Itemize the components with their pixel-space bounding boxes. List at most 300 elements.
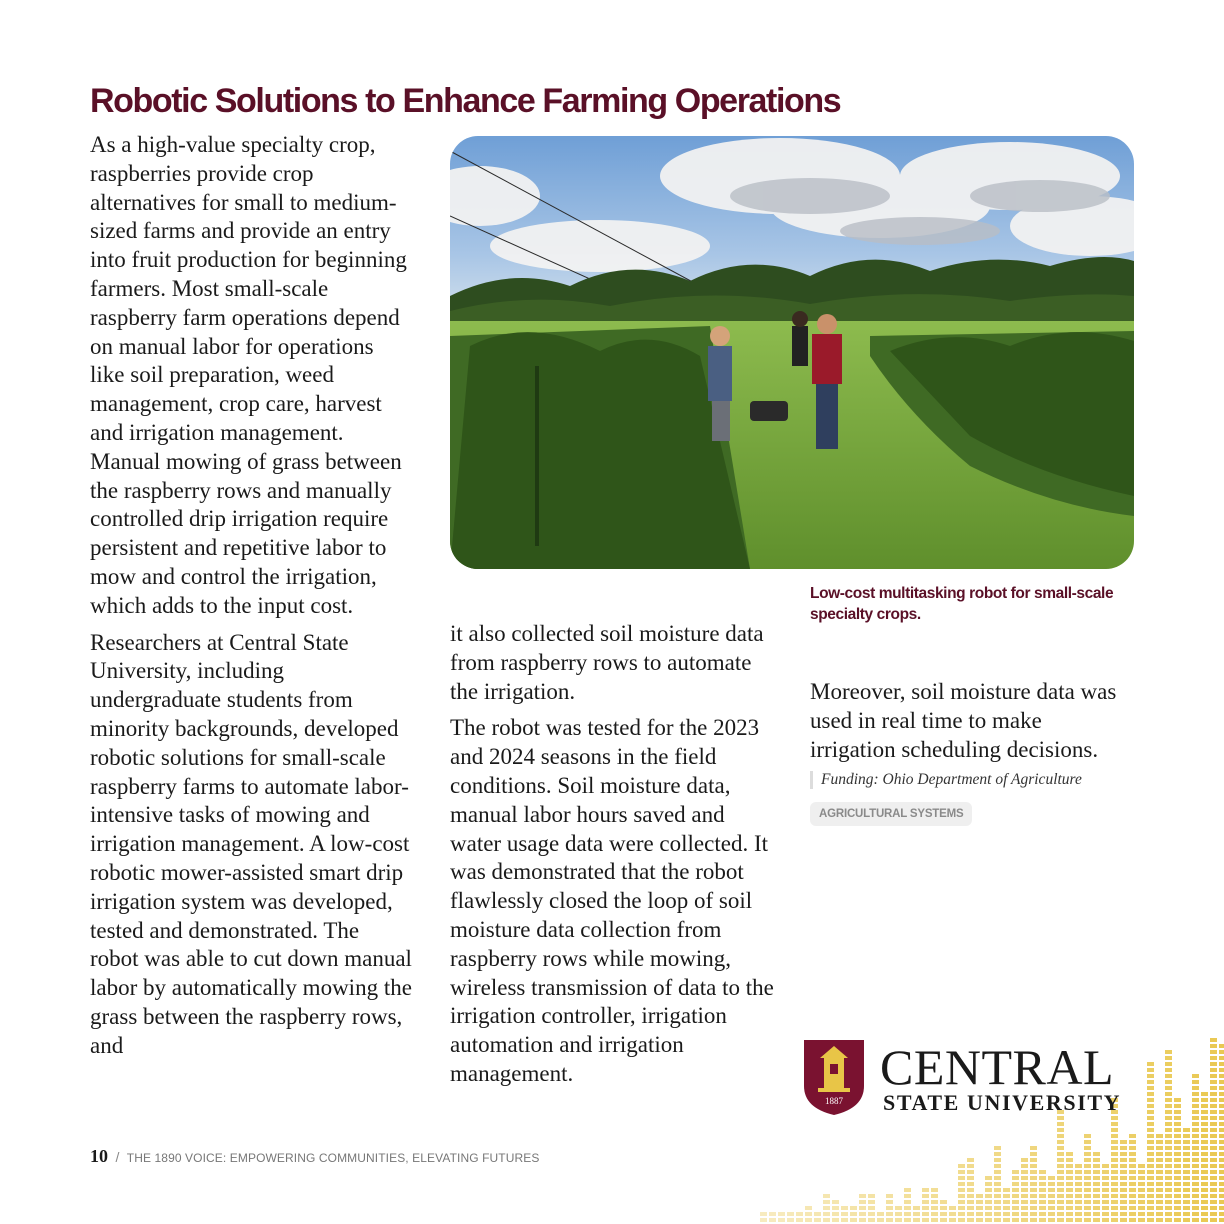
gold-bar-cell bbox=[1129, 1176, 1136, 1180]
gold-bar-cell bbox=[922, 1206, 929, 1210]
gold-bar-cell bbox=[1147, 1188, 1154, 1192]
university-shield-icon bbox=[802, 1038, 866, 1116]
gold-bar-cell bbox=[1165, 1122, 1172, 1126]
gold-bar-cell bbox=[1030, 1206, 1037, 1210]
gold-bar-cell bbox=[1210, 1062, 1217, 1066]
gold-bar-cell bbox=[1138, 1176, 1145, 1180]
gold-bar-cell bbox=[1201, 1206, 1208, 1210]
gold-bar-cell bbox=[877, 1212, 884, 1216]
gold-bar-cell bbox=[1129, 1134, 1136, 1138]
gold-bar-cell bbox=[1057, 1128, 1064, 1132]
gold-bar-cell bbox=[877, 1218, 884, 1222]
gold-bar-cell bbox=[1219, 1050, 1224, 1054]
gold-bar-cell bbox=[1201, 1158, 1208, 1162]
gold-bar-cell bbox=[1084, 1170, 1091, 1174]
gold-bar-cell bbox=[832, 1218, 839, 1222]
gold-bar-cell bbox=[994, 1176, 1001, 1180]
gold-bar-cell bbox=[1165, 1152, 1172, 1156]
gold-bar-cell bbox=[1156, 1212, 1163, 1216]
gold-bar-cell bbox=[832, 1206, 839, 1210]
gold-bar-cell bbox=[1030, 1200, 1037, 1204]
gold-bar-cell bbox=[1021, 1206, 1028, 1210]
gold-bar-cell bbox=[1030, 1212, 1037, 1216]
gold-bar-cell bbox=[1084, 1134, 1091, 1138]
gold-bar-cell bbox=[1219, 1158, 1224, 1162]
gold-bar-cell bbox=[922, 1188, 929, 1192]
gold-bar-cell bbox=[1102, 1212, 1109, 1216]
gold-bar-cell bbox=[1192, 1146, 1199, 1150]
gold-bar-cell bbox=[1192, 1086, 1199, 1090]
gold-bar-cell bbox=[1039, 1194, 1046, 1198]
gold-bar-cell bbox=[1129, 1212, 1136, 1216]
gold-bar-cell bbox=[1192, 1182, 1199, 1186]
gold-bar-cell bbox=[1102, 1182, 1109, 1186]
gold-bar-cell bbox=[1165, 1080, 1172, 1084]
gold-bar-cell bbox=[1111, 1194, 1118, 1198]
gold-bar-cell bbox=[1174, 1116, 1181, 1120]
gold-bar-cell bbox=[1084, 1218, 1091, 1222]
gold-bar-cell bbox=[1183, 1218, 1190, 1222]
gold-bar-cell bbox=[1165, 1182, 1172, 1186]
gold-bar-cell bbox=[1174, 1110, 1181, 1114]
gold-bar-cell bbox=[967, 1188, 974, 1192]
gold-bar-cell bbox=[1057, 1200, 1064, 1204]
gold-bar-cell bbox=[1147, 1134, 1154, 1138]
gold-bar-cell bbox=[1039, 1206, 1046, 1210]
gold-bar-cell bbox=[1201, 1146, 1208, 1150]
gold-bar-cell bbox=[1174, 1218, 1181, 1222]
gold-bar-cell bbox=[1111, 1176, 1118, 1180]
gold-bar-cell bbox=[1210, 1056, 1217, 1060]
gold-bar-cell bbox=[1174, 1134, 1181, 1138]
gold-bar-cell bbox=[1066, 1200, 1073, 1204]
gold-bar-cell bbox=[1048, 1218, 1055, 1222]
gold-bar-cell bbox=[1219, 1176, 1224, 1180]
gold-bar-cell bbox=[1075, 1176, 1082, 1180]
gold-bar-cell bbox=[1030, 1146, 1037, 1150]
gold-bar-cell bbox=[1111, 1218, 1118, 1222]
gold-bar-cell bbox=[1165, 1212, 1172, 1216]
gold-bar-cell bbox=[1030, 1176, 1037, 1180]
gold-bar-cell bbox=[1201, 1092, 1208, 1096]
gold-bar-cell bbox=[787, 1218, 794, 1222]
gold-bar-cell bbox=[940, 1212, 947, 1216]
gold-bar-cell bbox=[1174, 1104, 1181, 1108]
gold-bar-cell bbox=[1111, 1182, 1118, 1186]
gold-bar-cell bbox=[850, 1206, 857, 1210]
gold-bar-cell bbox=[1210, 1164, 1217, 1168]
gold-bar-cell bbox=[1012, 1176, 1019, 1180]
gold-bar-cell bbox=[1174, 1152, 1181, 1156]
gold-bar-cell bbox=[904, 1194, 911, 1198]
gold-bar-cell bbox=[904, 1218, 911, 1222]
gold-bar-cell bbox=[1021, 1188, 1028, 1192]
gold-bar-cell bbox=[1192, 1092, 1199, 1096]
gold-bar-cell bbox=[1030, 1158, 1037, 1162]
gold-bar-cell bbox=[1165, 1104, 1172, 1108]
gold-bar-cell bbox=[1147, 1062, 1154, 1066]
gold-bar-cell bbox=[868, 1206, 875, 1210]
gold-bar-cell bbox=[931, 1188, 938, 1192]
gold-bar-cell bbox=[796, 1218, 803, 1222]
gold-bar-cell bbox=[1183, 1140, 1190, 1144]
gold-bar-cell bbox=[1219, 1170, 1224, 1174]
field-photo bbox=[450, 136, 1134, 569]
gold-bar-cell bbox=[1066, 1170, 1073, 1174]
gold-bar-cell bbox=[1066, 1188, 1073, 1192]
gold-bar-cell bbox=[922, 1218, 929, 1222]
gold-bar-cell bbox=[1192, 1116, 1199, 1120]
gold-bar-cell bbox=[913, 1212, 920, 1216]
gold-bar-cell bbox=[1147, 1122, 1154, 1126]
gold-bar-cell bbox=[1174, 1146, 1181, 1150]
gold-bar-cell bbox=[1147, 1170, 1154, 1174]
gold-bar-cell bbox=[967, 1206, 974, 1210]
gold-bar-cell bbox=[1129, 1218, 1136, 1222]
logo-wordmark-central: CENTRAL bbox=[880, 1039, 1115, 1095]
gold-bar-cell bbox=[904, 1206, 911, 1210]
gold-bar-cell bbox=[1201, 1128, 1208, 1132]
gold-bar-cell bbox=[994, 1200, 1001, 1204]
gold-bar-cell bbox=[1156, 1146, 1163, 1150]
shield-year: 1887 bbox=[825, 1096, 843, 1106]
gold-bar-cell bbox=[1210, 1194, 1217, 1198]
gold-bar-cell bbox=[1093, 1170, 1100, 1174]
gold-bar-cell bbox=[1156, 1200, 1163, 1204]
gold-bar-cell bbox=[940, 1200, 947, 1204]
gold-bar-cell bbox=[958, 1194, 965, 1198]
gold-bar-cell bbox=[1183, 1158, 1190, 1162]
gold-bar-cell bbox=[1012, 1218, 1019, 1222]
gold-bar-cell bbox=[1048, 1176, 1055, 1180]
gold-bar-cell bbox=[1111, 1188, 1118, 1192]
gold-bar-cell bbox=[1138, 1164, 1145, 1168]
gold-bar-cell bbox=[967, 1218, 974, 1222]
gold-bar-cell bbox=[1039, 1212, 1046, 1216]
gold-bar-cell bbox=[1129, 1164, 1136, 1168]
gold-bar-cell bbox=[1057, 1212, 1064, 1216]
gold-bar-cell bbox=[1048, 1206, 1055, 1210]
gold-bar-cell bbox=[1030, 1152, 1037, 1156]
page-footer bbox=[90, 1146, 539, 1167]
gold-bar-cell bbox=[1210, 1080, 1217, 1084]
gold-bar-cell bbox=[985, 1182, 992, 1186]
gold-bar-cell bbox=[1156, 1194, 1163, 1198]
gold-bar-cell bbox=[1210, 1074, 1217, 1078]
gold-bar-cell bbox=[1102, 1170, 1109, 1174]
gold-bar-cell bbox=[805, 1212, 812, 1216]
gold-bar-cell bbox=[994, 1188, 1001, 1192]
gold-bar-cell bbox=[1012, 1206, 1019, 1210]
gold-bar-cell bbox=[1219, 1212, 1224, 1216]
gold-bar-cell bbox=[1120, 1176, 1127, 1180]
gold-bar-cell bbox=[1165, 1086, 1172, 1090]
gold-bar-cell bbox=[1021, 1182, 1028, 1186]
gold-bar-cell bbox=[1219, 1044, 1224, 1048]
gold-bar-cell bbox=[1129, 1140, 1136, 1144]
logo-wordmark-state-university: STATE UNIVERSITY bbox=[883, 1090, 1122, 1115]
gold-bar-cell bbox=[1057, 1122, 1064, 1126]
paragraph-intro: As a high-value specialty crop, raspberries provide crop alternatives for small to medium-sized farms and provide an entry into fruit production for beginning farmers. Most small-scale raspberry farm operations depend on manual labor for operations like soil preparation, weed management, crop care, harvest and irrigation management. Manual mowing of grass between the raspberry rows and manually controlled drip irrigation require persistent and repetitive labor to mow and control the irrigation, which adds to the input cost. bbox=[90, 132, 407, 618]
gold-bar-cell bbox=[1138, 1212, 1145, 1216]
gold-bar-cell bbox=[1057, 1140, 1064, 1144]
gold-bar-cell bbox=[1111, 1152, 1118, 1156]
gold-bar-cell bbox=[1165, 1176, 1172, 1180]
gold-bar-cell bbox=[1201, 1140, 1208, 1144]
gold-bar-cell bbox=[1120, 1212, 1127, 1216]
gold-bar-cell bbox=[967, 1212, 974, 1216]
gold-bar-cell bbox=[1174, 1128, 1181, 1132]
gold-bar-cell bbox=[940, 1206, 947, 1210]
gold-bar-cell bbox=[958, 1218, 965, 1222]
gold-bar-cell bbox=[958, 1176, 965, 1180]
gold-bar-cell bbox=[1219, 1164, 1224, 1168]
gold-bar-cell bbox=[1201, 1194, 1208, 1198]
gold-bar-cell bbox=[1147, 1104, 1154, 1108]
gold-bar-cell bbox=[1210, 1200, 1217, 1204]
gold-bar-cell bbox=[1201, 1164, 1208, 1168]
gold-bar-cell bbox=[1066, 1152, 1073, 1156]
gold-bar-cell bbox=[1156, 1170, 1163, 1174]
gold-bar-cell bbox=[1084, 1206, 1091, 1210]
gold-bar-cell bbox=[886, 1218, 893, 1222]
gold-bar-cell bbox=[994, 1164, 1001, 1168]
gold-bar-cell bbox=[805, 1206, 812, 1210]
gold-bar-cell bbox=[1156, 1206, 1163, 1210]
gold-bar-cell bbox=[985, 1194, 992, 1198]
gold-bar-cell bbox=[778, 1212, 785, 1216]
gold-bar-cell bbox=[1165, 1206, 1172, 1210]
gold-bar-cell bbox=[1021, 1218, 1028, 1222]
gold-bar-cell bbox=[1111, 1206, 1118, 1210]
gold-bar-cell bbox=[1147, 1146, 1154, 1150]
gold-bar-cell bbox=[841, 1212, 848, 1216]
gold-bar-cell bbox=[1201, 1098, 1208, 1102]
gold-bar-cell bbox=[1093, 1194, 1100, 1198]
gold-bar-cell bbox=[1102, 1188, 1109, 1192]
gold-bar-cell bbox=[1138, 1182, 1145, 1186]
gold-bar-cell bbox=[1210, 1140, 1217, 1144]
gold-bar-cell bbox=[1174, 1122, 1181, 1126]
gold-bar-cell bbox=[1084, 1164, 1091, 1168]
gold-bar-cell bbox=[1129, 1206, 1136, 1210]
gold-bar-cell bbox=[1183, 1182, 1190, 1186]
gold-bar-cell bbox=[1219, 1080, 1224, 1084]
gold-bar-cell bbox=[1192, 1218, 1199, 1222]
gold-bar-cell bbox=[949, 1218, 956, 1222]
gold-bar-cell bbox=[1057, 1146, 1064, 1150]
gold-bar-cell bbox=[1147, 1092, 1154, 1096]
gold-bar-cell bbox=[994, 1146, 1001, 1150]
gold-bar-cell bbox=[1012, 1212, 1019, 1216]
gold-bar-cell bbox=[976, 1200, 983, 1204]
gold-bar-cell bbox=[994, 1194, 1001, 1198]
gold-bar-cell bbox=[931, 1206, 938, 1210]
gold-bar-cell bbox=[1210, 1068, 1217, 1072]
gold-bar-cell bbox=[1129, 1152, 1136, 1156]
gold-bar-cell bbox=[1174, 1200, 1181, 1204]
gold-bar-cell bbox=[1147, 1212, 1154, 1216]
gold-bar-cell bbox=[1093, 1182, 1100, 1186]
gold-bar-cell bbox=[823, 1212, 830, 1216]
gold-bar-cell bbox=[1111, 1122, 1118, 1126]
gold-bar-cell bbox=[1201, 1152, 1208, 1156]
gold-bar-cell bbox=[1219, 1110, 1224, 1114]
gold-bar-cell bbox=[1210, 1182, 1217, 1186]
gold-bar-cell bbox=[1156, 1164, 1163, 1168]
gold-bar-cell bbox=[1147, 1176, 1154, 1180]
gold-bar-cell bbox=[1075, 1206, 1082, 1210]
gold-bar-cell bbox=[1156, 1158, 1163, 1162]
gold-bar-cell bbox=[1048, 1194, 1055, 1198]
gold-bar-cell bbox=[1138, 1206, 1145, 1210]
gold-bar-cell bbox=[967, 1182, 974, 1186]
gold-bar-cell bbox=[1147, 1074, 1154, 1078]
gold-bar-cell bbox=[1201, 1188, 1208, 1192]
gold-bar-cell bbox=[1219, 1194, 1224, 1198]
gold-bar-cell bbox=[1057, 1158, 1064, 1162]
gold-bar-cell bbox=[1210, 1134, 1217, 1138]
gold-bar-cell bbox=[1111, 1140, 1118, 1144]
gold-bar-cell bbox=[1120, 1158, 1127, 1162]
gold-bar-cell bbox=[1030, 1164, 1037, 1168]
gold-bar-cell bbox=[850, 1218, 857, 1222]
gold-bar-cell bbox=[1156, 1140, 1163, 1144]
gold-bar-cell bbox=[1048, 1212, 1055, 1216]
gold-bar-cell bbox=[940, 1218, 947, 1222]
gold-bar-cell bbox=[1147, 1218, 1154, 1222]
gold-bar-cell bbox=[1030, 1218, 1037, 1222]
gold-bar-cell bbox=[1174, 1188, 1181, 1192]
gold-bar-cell bbox=[868, 1218, 875, 1222]
gold-bar-cell bbox=[1111, 1212, 1118, 1216]
gold-bar-cell bbox=[1174, 1194, 1181, 1198]
gold-bar-cell bbox=[1084, 1140, 1091, 1144]
gold-bar-cell bbox=[841, 1206, 848, 1210]
gold-bar-cell bbox=[1120, 1152, 1127, 1156]
gold-bar-cell bbox=[1003, 1212, 1010, 1216]
gold-bar-cell bbox=[1030, 1182, 1037, 1186]
gold-bar-cell bbox=[1183, 1188, 1190, 1192]
gold-bar-cell bbox=[1156, 1176, 1163, 1180]
gold-bar-cell bbox=[1120, 1188, 1127, 1192]
gold-bar-cell bbox=[823, 1194, 830, 1198]
gold-bar-cell bbox=[1210, 1206, 1217, 1210]
gold-bar-cell bbox=[1192, 1152, 1199, 1156]
gold-bar-cell bbox=[1219, 1152, 1224, 1156]
gold-bar-cell bbox=[1093, 1212, 1100, 1216]
gold-bar-cell bbox=[967, 1158, 974, 1162]
gold-bar-cell bbox=[1012, 1194, 1019, 1198]
gold-bar-cell bbox=[1219, 1074, 1224, 1078]
gold-bar-cell bbox=[1111, 1170, 1118, 1174]
paragraph-moreover: Moreover, soil moisture data was used in real time to make irrigation scheduling decisions. bbox=[810, 679, 1117, 762]
gold-bar-cell bbox=[1201, 1212, 1208, 1216]
gold-bar-cell bbox=[1201, 1200, 1208, 1204]
gold-bar-cell bbox=[1210, 1218, 1217, 1222]
gold-bar-cell bbox=[1201, 1116, 1208, 1120]
gold-bar-cell bbox=[1030, 1188, 1037, 1192]
gold-bar-cell bbox=[1183, 1134, 1190, 1138]
gold-bar-cell bbox=[1021, 1176, 1028, 1180]
gold-bar-cell bbox=[1219, 1134, 1224, 1138]
paragraph-testing: The robot was tested for the 2023 and 2024 seasons in the field conditions. Soil moisture data, manual labor hours saved and water usage data were collected. It was demonstrated that the robot flawlessly closed the loop of soil moisture data collection from raspberry rows while mowing, wireless transmission of data to the irrigation controller, irrigation automation and irrigation management. bbox=[450, 715, 774, 1086]
gold-bar-cell bbox=[859, 1218, 866, 1222]
gold-bar-cell bbox=[1165, 1116, 1172, 1120]
gold-bar-cell bbox=[931, 1212, 938, 1216]
gold-bar-cell bbox=[1210, 1116, 1217, 1120]
gold-bar-cell bbox=[895, 1206, 902, 1210]
gold-bar-cell bbox=[1183, 1146, 1190, 1150]
article-title: Robotic Solutions to Enhance Farming Operations bbox=[90, 82, 841, 120]
gold-bar-cell bbox=[1111, 1164, 1118, 1168]
gold-bar-cell bbox=[1147, 1128, 1154, 1132]
gold-bar-cell bbox=[1165, 1188, 1172, 1192]
gold-bar-cell bbox=[1219, 1056, 1224, 1060]
gold-bar-cell bbox=[1120, 1182, 1127, 1186]
gold-bar-cell bbox=[859, 1206, 866, 1210]
gold-bar-cell bbox=[1183, 1170, 1190, 1174]
gold-bar-cell bbox=[1219, 1086, 1224, 1090]
gold-bar-cell bbox=[1057, 1152, 1064, 1156]
gold-bar-cell bbox=[1111, 1134, 1118, 1138]
gold-bar-cell bbox=[1165, 1092, 1172, 1096]
gold-bar-cell bbox=[1192, 1200, 1199, 1204]
gold-bar-cell bbox=[1075, 1188, 1082, 1192]
gold-bar-cell bbox=[1219, 1200, 1224, 1204]
gold-bar-cell bbox=[1210, 1098, 1217, 1102]
gold-bar-cell bbox=[1021, 1158, 1028, 1162]
gold-bar-cell bbox=[904, 1200, 911, 1204]
gold-bar-cell bbox=[958, 1206, 965, 1210]
gold-bar-cell bbox=[1165, 1140, 1172, 1144]
gold-bar-cell bbox=[1156, 1152, 1163, 1156]
gold-bar-cell bbox=[886, 1212, 893, 1216]
gold-bar-cell bbox=[1102, 1200, 1109, 1204]
gold-bar-cell bbox=[1111, 1128, 1118, 1132]
gold-bar-cell bbox=[1219, 1116, 1224, 1120]
gold-bar-cell bbox=[1219, 1098, 1224, 1102]
gold-bar-cell bbox=[1066, 1206, 1073, 1210]
gold-bar-cell bbox=[1165, 1110, 1172, 1114]
gold-bar-cell bbox=[1102, 1176, 1109, 1180]
gold-bar-cell bbox=[1084, 1176, 1091, 1180]
gold-bar-cell bbox=[1066, 1176, 1073, 1180]
gold-bar-cell bbox=[1111, 1146, 1118, 1150]
gold-bar-cell bbox=[1093, 1164, 1100, 1168]
gold-bar-cell bbox=[886, 1194, 893, 1198]
gold-bar-cell bbox=[1102, 1194, 1109, 1198]
gold-bar-cell bbox=[931, 1194, 938, 1198]
gold-bar-cell bbox=[1165, 1134, 1172, 1138]
gold-bar-cell bbox=[1165, 1170, 1172, 1174]
gold-bar-cell bbox=[922, 1212, 929, 1216]
gold-bar-cell bbox=[976, 1218, 983, 1222]
gold-bar-cell bbox=[1075, 1200, 1082, 1204]
gold-bar-cell bbox=[1174, 1212, 1181, 1216]
gold-bar-cell bbox=[805, 1218, 812, 1222]
gold-bar-cell bbox=[1021, 1194, 1028, 1198]
raspberry-field-image bbox=[450, 136, 1134, 569]
gold-bar-cell bbox=[1003, 1206, 1010, 1210]
gold-bar-cell bbox=[1156, 1182, 1163, 1186]
gold-bar-cell bbox=[1138, 1218, 1145, 1222]
gold-bar-cell bbox=[1210, 1152, 1217, 1156]
gold-bar-cell bbox=[1210, 1158, 1217, 1162]
gold-bar-cell bbox=[1156, 1134, 1163, 1138]
gold-bar-cell bbox=[1192, 1128, 1199, 1132]
gold-bar-cell bbox=[1057, 1176, 1064, 1180]
